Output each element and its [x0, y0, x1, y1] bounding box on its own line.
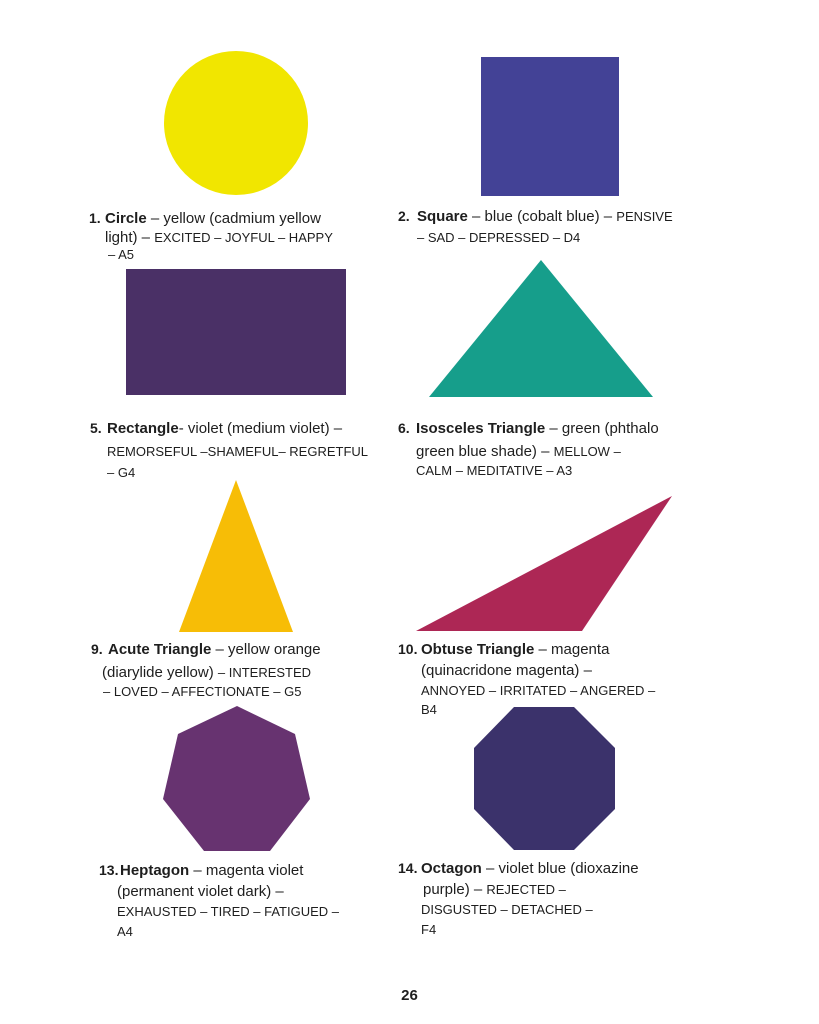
- color-description: – violet blue (dioxazine: [481, 860, 639, 877]
- emotions: PENSIVE: [616, 209, 673, 224]
- caption-heptagon: [99, 860, 399, 944]
- obtuse-triangle-shape: [414, 495, 674, 632]
- rectangle-shape: [126, 269, 346, 395]
- caption-isosceles-triangle: [398, 418, 718, 482]
- color-description: – blue (cobalt blue) –: [467, 208, 617, 225]
- emotions: EXHAUSTED – TIRED – FATIGUED –: [117, 904, 340, 919]
- emotions-cont-2: F4: [421, 922, 437, 937]
- color-description: – magenta violet: [189, 862, 304, 879]
- circle-fill: [164, 51, 308, 195]
- emotions: MELLOW –: [553, 444, 621, 459]
- color-description-cont: (permanent violet dark) –: [117, 883, 284, 900]
- color-description-cont: green blue shade) –: [416, 443, 554, 460]
- emotions: REMORSEFUL –SHAMEFUL– REGRETFUL: [107, 444, 369, 459]
- emotions-cont: – A5: [108, 247, 135, 262]
- caption-square: [398, 206, 718, 250]
- emotions-cont: A4: [117, 924, 133, 939]
- color-description: – yellow orange: [211, 641, 321, 658]
- caption-obtuse-triangle: [398, 639, 718, 723]
- color-description: - violet (medium violet) –: [178, 420, 343, 437]
- shape-name: Acute Triangle: [108, 641, 212, 658]
- circle-shape: [163, 50, 309, 196]
- caption-rectangle: [90, 418, 390, 482]
- item-number: 14.: [398, 860, 418, 876]
- emotions-cont: – LOVED – AFFECTIONATE – G5: [103, 684, 302, 699]
- color-description-cont: (quinacridone magenta) –: [421, 662, 592, 679]
- item-number: 9.: [91, 641, 103, 657]
- color-description-cont: purple) –: [423, 881, 487, 898]
- color-description-cont: light) –: [105, 229, 155, 246]
- acute-triangle-shape: [178, 478, 294, 633]
- shape-name: Isosceles Triangle: [416, 420, 546, 437]
- item-number: 13.: [99, 862, 119, 878]
- color-description: – green (phthalo: [545, 420, 659, 437]
- emotions: – INTERESTED: [217, 665, 312, 680]
- shape-name: Rectangle: [107, 420, 179, 437]
- shape-name: Heptagon: [120, 862, 190, 879]
- item-number: 1.: [89, 210, 101, 226]
- shape-name: Circle: [105, 210, 147, 227]
- square-shape: [481, 57, 619, 196]
- emotions: REJECTED –: [486, 882, 566, 897]
- item-number: 2.: [398, 208, 410, 224]
- item-number: 10.: [398, 641, 418, 657]
- shape-name: Square: [417, 208, 468, 225]
- emotions-cont: CALM – MEDITATIVE – A3: [416, 463, 573, 478]
- caption-octagon: [398, 858, 718, 942]
- caption-circle: [89, 208, 389, 268]
- shape-name: Obtuse Triangle: [421, 641, 535, 658]
- emotions-cont: DISGUSTED – DETACHED –: [421, 902, 593, 917]
- emotions: EXCITED – JOYFUL – HAPPY: [154, 230, 333, 245]
- octagon-shape: [473, 706, 616, 851]
- color-description: – magenta: [534, 641, 610, 658]
- heptagon-shape: [162, 704, 312, 852]
- color-description-cont: (diarylide yellow): [102, 664, 218, 681]
- emotions-cont: – SAD – DEPRESSED – D4: [417, 230, 581, 245]
- item-number: 6.: [398, 420, 410, 436]
- item-number: 5.: [90, 420, 102, 436]
- isosceles-triangle-shape: [427, 259, 655, 399]
- shape-name: Octagon: [421, 860, 482, 877]
- page-number: 26: [401, 987, 418, 1004]
- emotions-cont: B4: [421, 702, 437, 717]
- caption-acute-triangle: [91, 639, 391, 703]
- emotions: ANNOYED – IRRITATED – ANGERED –: [421, 683, 656, 698]
- color-description: – yellow (cadmium yellow: [146, 210, 321, 227]
- emotions-cont: – G4: [107, 465, 136, 480]
